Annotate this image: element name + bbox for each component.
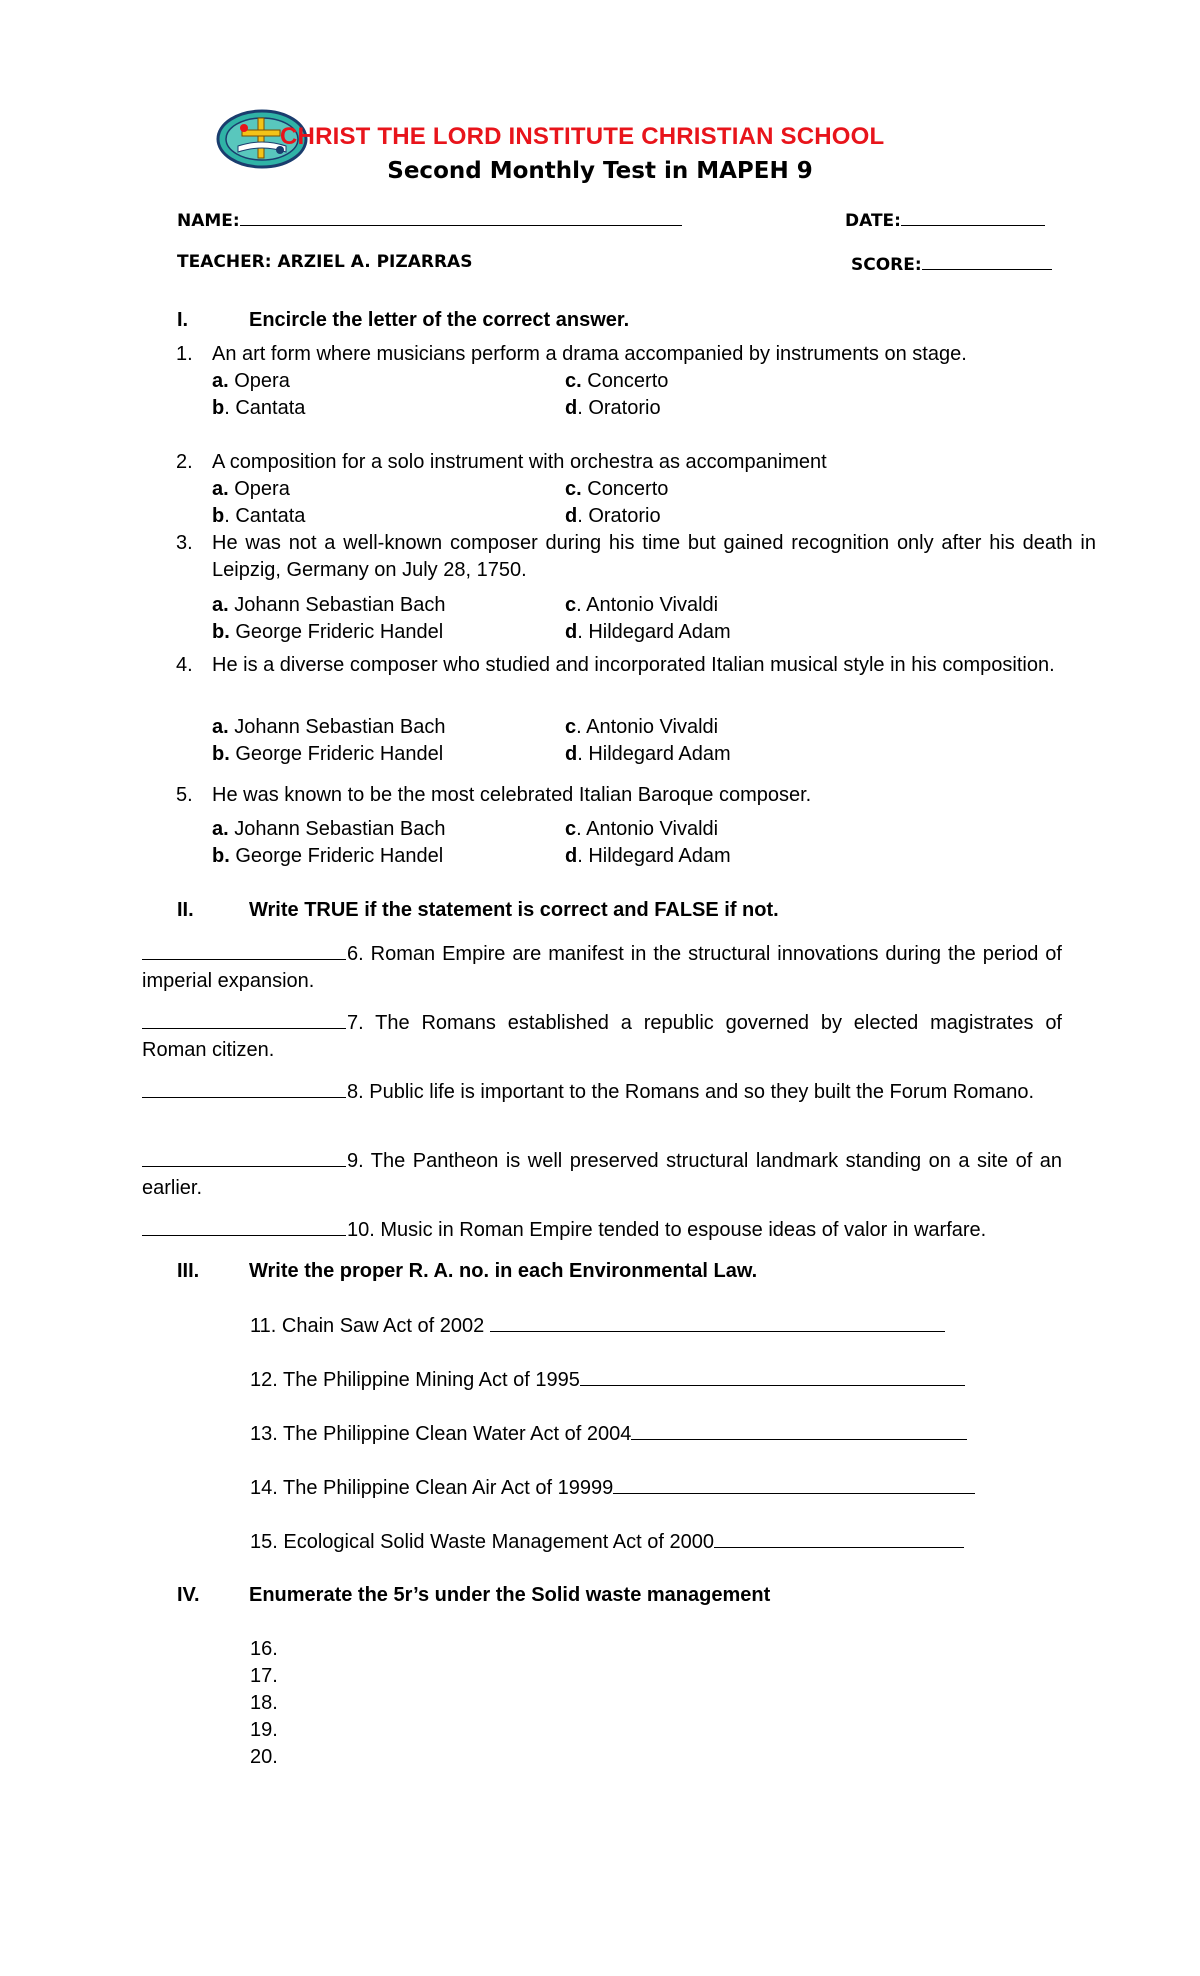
- name-label: NAME:: [177, 211, 240, 231]
- option-d[interactable]: d. Hildegard Adam: [565, 743, 731, 765]
- test-title: Second Monthly Test in MAPEH 9: [387, 158, 813, 184]
- answer-blank[interactable]: [142, 1146, 346, 1167]
- option-b[interactable]: b. George Frideric Handel: [212, 621, 444, 643]
- section-title: Write TRUE if the statement is correct and FALSE if not.: [249, 899, 779, 921]
- date-line: [901, 208, 1045, 226]
- ra-item-15: 15. Ecological Solid Waste Management Act of 2000: [250, 1527, 964, 1556]
- section-number: I.: [177, 309, 189, 331]
- question-number: 4.: [176, 654, 193, 676]
- section-title: Write the proper R. A. no. in each Environmental Law.: [249, 1260, 758, 1282]
- date-label: DATE:: [845, 211, 901, 231]
- enum-item-16: 16.: [250, 1638, 278, 1660]
- tf-item-8: 8. Public life is important to the Romans and so they built the Forum Romano.: [142, 1077, 1062, 1106]
- question-number: 5.: [176, 784, 193, 806]
- option-c[interactable]: c. Concerto: [565, 478, 669, 500]
- section-number: II.: [177, 899, 194, 921]
- option-c[interactable]: c. Antonio Vivaldi: [565, 818, 719, 840]
- score-field: [851, 252, 1052, 275]
- tf-item-9: 9. The Pantheon is well preserved structural landmark standing on a site of an earlier.: [142, 1146, 1062, 1202]
- tf-item-6: 6. Roman Empire are manifest in the structural innovations during the period of imperial expansion.: [142, 939, 1062, 995]
- score-label: SCORE:: [851, 255, 922, 275]
- option-a[interactable]: a. Johann Sebastian Bach: [212, 818, 446, 840]
- answer-blank[interactable]: [142, 939, 346, 960]
- option-c[interactable]: c. Antonio Vivaldi: [565, 716, 719, 738]
- option-a[interactable]: a. Johann Sebastian Bach: [212, 594, 446, 616]
- answer-blank[interactable]: [142, 1008, 346, 1029]
- option-d[interactable]: d. Oratorio: [565, 505, 661, 527]
- option-a[interactable]: a. Opera: [212, 478, 290, 500]
- ra-item-14: 14. The Philippine Clean Air Act of 19999: [250, 1473, 975, 1502]
- name-field: [177, 208, 682, 231]
- option-d[interactable]: d. Hildegard Adam: [565, 845, 731, 867]
- option-a[interactable]: a. Opera: [212, 370, 290, 392]
- answer-blank[interactable]: [142, 1215, 346, 1236]
- question-text: A composition for a solo instrument with orchestra as accompaniment: [212, 451, 827, 473]
- question-text: He was known to be the most celebrated Italian Baroque composer.: [212, 784, 812, 806]
- date-field: [845, 208, 1045, 231]
- school-name: CHRIST THE LORD INSTITUTE CHRISTIAN SCHOOL: [280, 123, 885, 150]
- option-b[interactable]: b. Cantata: [212, 505, 306, 527]
- tf-item-7: 7. The Romans established a republic governed by elected magistrates of Roman citizen.: [142, 1008, 1062, 1064]
- section-title: Encircle the letter of the correct answer.: [249, 309, 630, 331]
- section-number: IV.: [177, 1584, 200, 1606]
- answer-line[interactable]: [631, 1419, 967, 1440]
- enum-item-18: 18.: [250, 1692, 278, 1714]
- tf-item-10: 10. Music in Roman Empire tended to espouse ideas of valor in warfare.: [142, 1215, 1062, 1244]
- question-text: He is a diverse composer who studied and incorporated Italian musical style in his composition.: [212, 654, 1055, 676]
- teacher-field: TEACHER: ARZIEL A. PIZARRAS: [177, 252, 473, 272]
- question-text: An art form where musicians perform a drama accompanied by instruments on stage.: [212, 343, 967, 365]
- question-text: He was not a well-known composer during his time but gained recognition only after his death in Leipzig, Germany on July 28, 1750.: [212, 532, 1096, 581]
- question-number: 1.: [176, 343, 193, 365]
- answer-line[interactable]: [613, 1473, 975, 1494]
- enum-item-19: 19.: [250, 1719, 278, 1741]
- ra-item-12: 12. The Philippine Mining Act of 1995: [250, 1365, 965, 1394]
- answer-line[interactable]: [490, 1311, 945, 1332]
- section-number: III.: [177, 1260, 200, 1282]
- answer-blank[interactable]: [142, 1077, 346, 1098]
- answer-line[interactable]: [580, 1365, 965, 1386]
- option-b[interactable]: b. George Frideric Handel: [212, 743, 444, 765]
- enum-item-20: 20.: [250, 1746, 278, 1768]
- option-c[interactable]: c. Antonio Vivaldi: [565, 594, 719, 616]
- enum-item-17: 17.: [250, 1665, 278, 1687]
- question-number: 3.: [176, 532, 193, 554]
- option-d[interactable]: d. Oratorio: [565, 397, 661, 419]
- question-number: 2.: [176, 451, 193, 473]
- option-a[interactable]: a. Johann Sebastian Bach: [212, 716, 446, 738]
- option-d[interactable]: d. Hildegard Adam: [565, 621, 731, 643]
- name-line: [240, 208, 682, 226]
- option-c[interactable]: c. Concerto: [565, 370, 669, 392]
- option-b[interactable]: b. Cantata: [212, 397, 306, 419]
- ra-item-11: 11. Chain Saw Act of 2002: [250, 1311, 945, 1340]
- option-b[interactable]: b. George Frideric Handel: [212, 845, 444, 867]
- score-line: [922, 252, 1052, 270]
- section-title: Enumerate the 5r’s under the Solid waste management: [249, 1584, 771, 1606]
- ra-item-13: 13. The Philippine Clean Water Act of 2004: [250, 1419, 967, 1448]
- answer-line[interactable]: [714, 1527, 964, 1548]
